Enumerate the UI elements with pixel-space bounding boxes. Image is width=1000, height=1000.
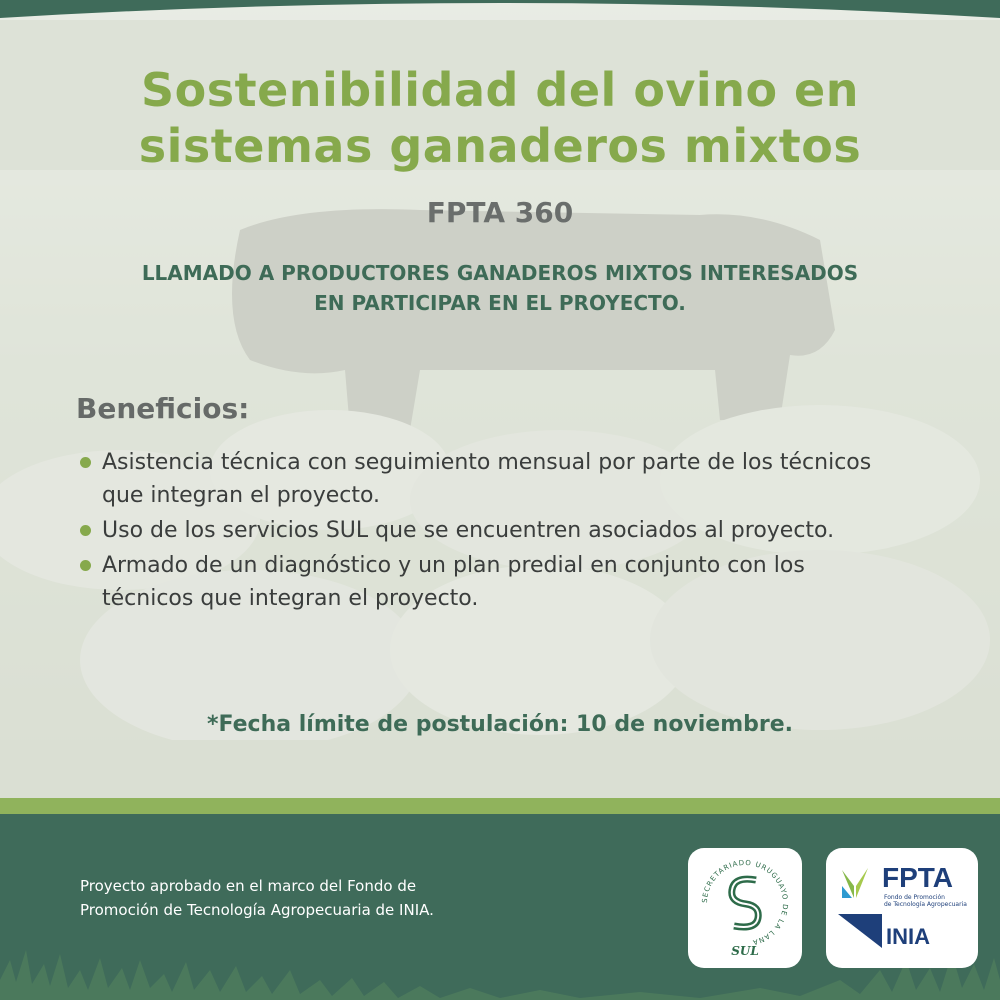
inia-triangle-icon	[838, 914, 882, 948]
sul-logo	[688, 848, 802, 968]
bullet-icon	[80, 560, 91, 571]
title-line-1: Sostenibilidad del ovino en	[140, 63, 860, 117]
benefit-line: que integran el proyecto.	[102, 483, 381, 508]
fpta-name: FPTA	[882, 862, 954, 893]
page-title	[0, 62, 1000, 174]
call-to-producers	[60, 258, 940, 318]
benefit-line: técnicos que integran el proyecto.	[102, 586, 479, 611]
callout-line-2: EN PARTICIPAR EN EL PROYECTO.	[314, 291, 686, 315]
deadline-note: *Fecha límite de postulación: 10 de noviembre.	[206, 712, 794, 737]
divider-stripe	[0, 798, 1000, 814]
project-code: FPTA 360	[426, 196, 574, 229]
footer-line-2: Promoción de Tecnología Agropecuaria de INIA.	[80, 901, 434, 919]
sul-ring-text: SECRETARIADO URUGUAYO DE LA LANA	[700, 858, 790, 947]
benefit-item	[80, 514, 940, 547]
footer-line-1: Proyecto aprobado en el marco del Fondo de	[80, 877, 417, 895]
benefits-list	[80, 446, 940, 617]
fpta-inia-logo	[826, 848, 978, 968]
footer-text	[80, 874, 560, 922]
callout-line-1: LLAMADO A PRODUCTORES GANADEROS MIXTOS INTERESADOS	[141, 261, 859, 285]
fpta-sub-line-1: Fondo de Promoción	[884, 894, 945, 901]
footer	[0, 814, 1000, 1000]
bullet-icon	[80, 525, 91, 536]
fpta-leaf-icon	[838, 866, 878, 910]
benefit-line: Armado de un diagnóstico y un plan predial en conjunto con los	[102, 553, 805, 578]
inia-name: INIA	[886, 924, 930, 949]
fpta-sub-line-2: de Tecnología Agropecuaria	[884, 901, 967, 908]
benefit-item	[80, 446, 940, 512]
sul-emblem-icon	[700, 858, 790, 948]
top-curved-band	[0, 0, 1000, 40]
benefit-line: Uso de los servicios SUL que se encuentren asociados al proyecto.	[102, 518, 835, 543]
benefit-line: Asistencia técnica con seguimiento mensual por parte de los técnicos	[102, 450, 872, 475]
benefits-heading: Beneficios:	[76, 392, 250, 425]
title-line-2: sistemas ganaderos mixtos	[138, 119, 862, 173]
benefit-item	[80, 549, 940, 615]
bullet-icon	[80, 457, 91, 468]
sul-caption: SUL	[731, 944, 759, 958]
fpta-subtitle	[884, 894, 976, 908]
